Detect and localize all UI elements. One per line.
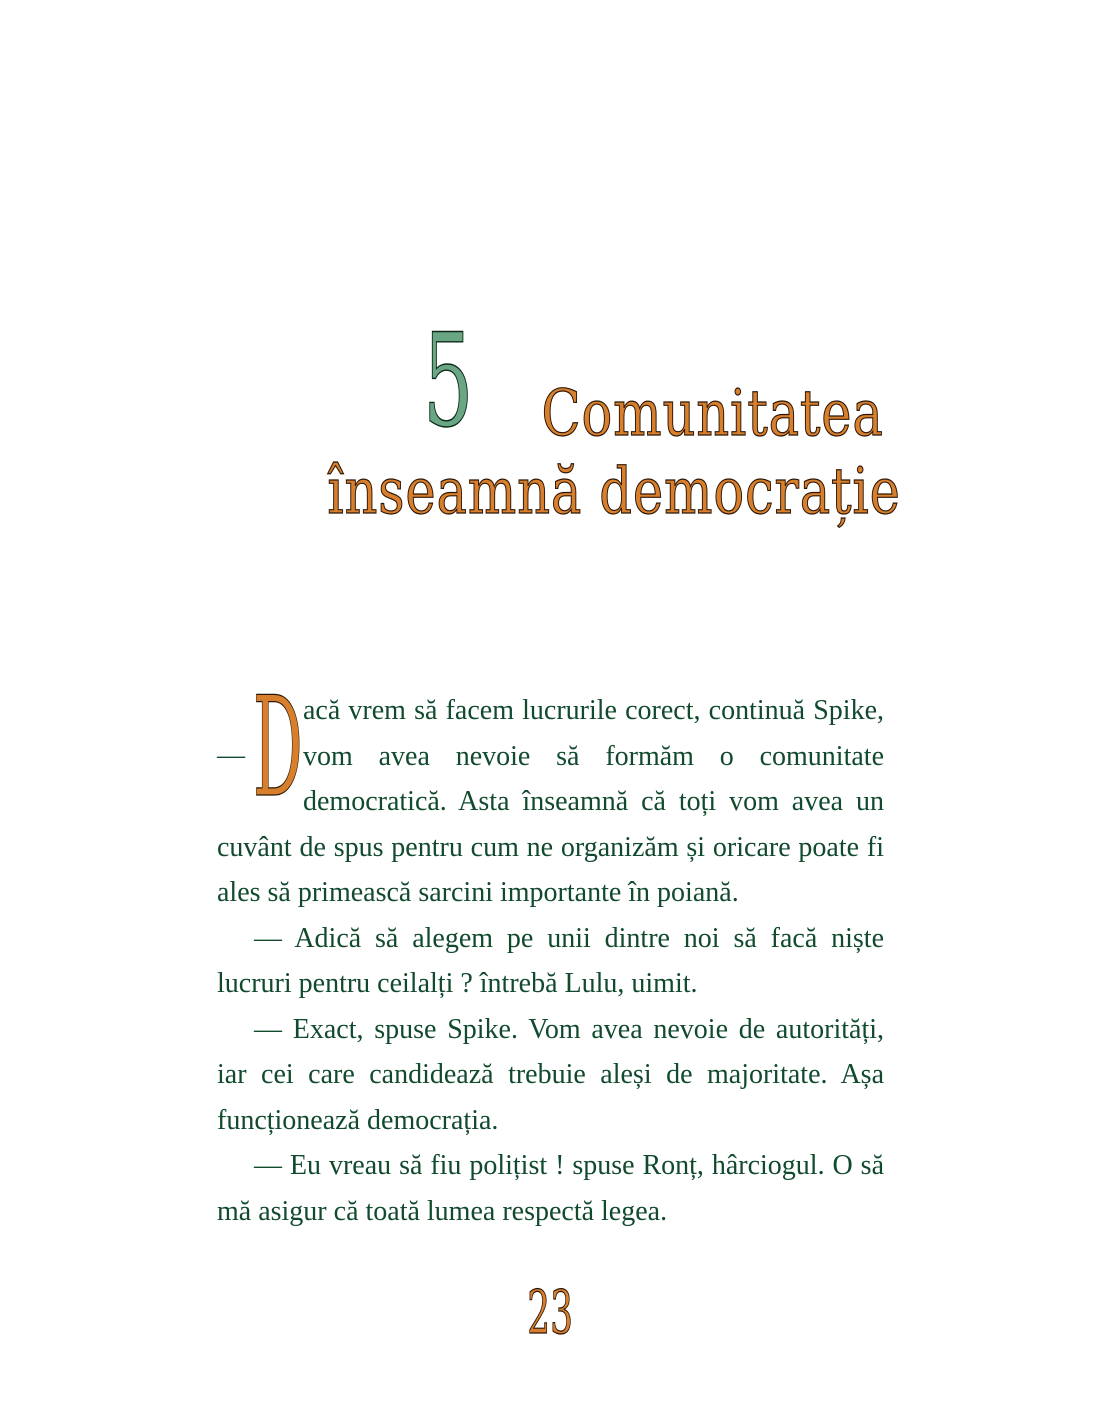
drop-cap-block	[217, 667, 303, 828]
dialogue-dash: —	[217, 740, 245, 771]
paragraph: — Eu vreau să fiu polițist ! spuse Ronț, hârciogul. O să mă asigur că toată lumea respectă legea.	[217, 1150, 884, 1227]
paragraph: — Exact, spuse Spike. Vom avea nevoie de autorități, iar cei care candidează trebuie aleși de majoritate. Așa funcționează democrația.	[217, 1013, 884, 1136]
page-number	[0, 1278, 1100, 1348]
paragraph-text: acă vrem să facem lucrurile corect, continuă Spike, vom avea nevoie să formăm o comunitate democratică. Asta înseamnă că toți vom avea un cuvânt de spus pentru cum ne organizăm și oricare poate fi ales să primească sarcini importante în poiană.	[217, 695, 884, 908]
chapter-heading	[184, 307, 901, 529]
chapter-title-phrase: înseamnă democrație	[327, 455, 901, 529]
chapter-heading-line-2	[184, 455, 901, 529]
paragraph: — Adică să alegem pe unii dintre noi să facă niște lucruri pentru ceilalți ? întrebă Lulu, uimit.	[217, 922, 884, 999]
chapter-title-line-2	[184, 455, 901, 529]
drop-cap-letter: D	[253, 667, 303, 828]
chapter-heading-line-1	[184, 307, 884, 456]
paragraph-opening	[217, 667, 884, 916]
chapter-title-word: Comunitatea	[541, 377, 884, 451]
page-number-text: 23	[527, 1278, 573, 1348]
chapter-body-text	[217, 667, 884, 1234]
chapter-number: 5	[422, 307, 474, 456]
chapter-title-line-1	[456, 377, 884, 451]
